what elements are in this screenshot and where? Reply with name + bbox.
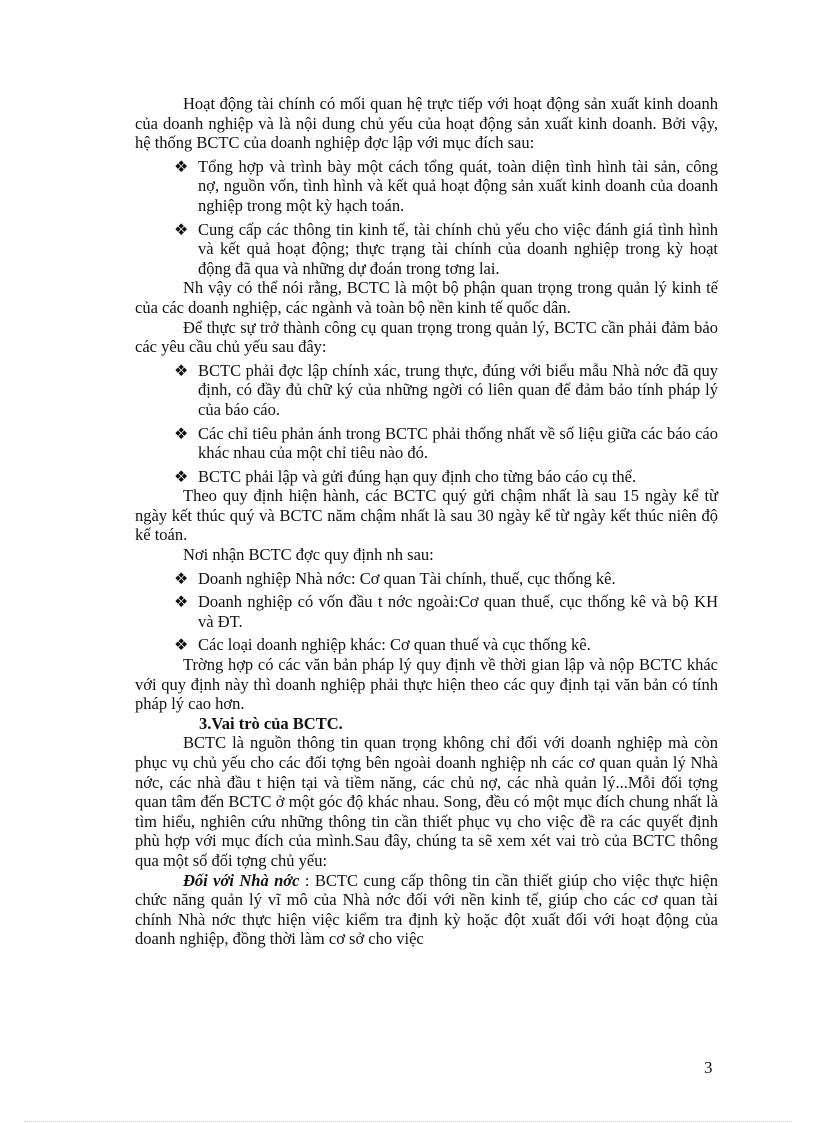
list-item-text: Doanh nghiệp có vốn đầu t nớc ngoài:Cơ quan thuế, cục thống kê và bộ KH và ĐT. [198, 592, 718, 631]
list-item-text: Doanh nghiệp Nhà nớc: Cơ quan Tài chính, thuế, cục thống kê. [198, 568, 616, 588]
paragraph: Nh vậy có thể nói rằng, BCTC là một bộ phận quan trọng trong quản lý kinh tế của các doanh nghiệp, các ngành và toàn bộ nền kinh tế quốc dân. [135, 278, 718, 317]
list-item-text: BCTC phải đợc lập chính xác, trung thực, đúng với biểu mẫu Nhà nớc đã quy định, có đầy đủ chữ ký của những ngời có liên quan để đảm bảo tính pháp lý của báo cáo. [198, 360, 718, 419]
paragraph-text: : BCTC cung cấp thông tin cần thiết giúp cho việc thực hiện chức năng quản lý vĩ mô của Nhà nớc đối với nền kinh tế, giúp cho các cơ quan tài chính Nhà nớc thực hiện việc kiểm tra định kỳ hoặc đột xuất đối với hoạt động của doanh nghiệp, đồng thời làm cơ sở cho việc [135, 870, 718, 949]
list-item [135, 424, 718, 463]
list-item [135, 592, 718, 631]
list-item-text: Các loại doanh nghiệp khác: Cơ quan thuế và cục thống kê. [198, 635, 591, 655]
diamond-bullet-icon: ❖ [174, 156, 189, 176]
page-bottom-rule [24, 1121, 792, 1122]
diamond-bullet-icon: ❖ [174, 592, 189, 612]
paragraph: Trờng hợp có các văn bản pháp lý quy định về thời gian lập và nộp BCTC khác với quy định này thì doanh nghiệp phải thực hiện theo các quy định tại văn bản có tính pháp lý cao hơn. [135, 655, 718, 714]
diamond-bullet-icon: ❖ [174, 360, 189, 380]
body-text [135, 94, 718, 949]
page-number: 3 [704, 1058, 713, 1077]
paragraph: Để thực sự trở thành công cụ quan trọng trong quản lý, BCTC cần phải đảm bảo các yêu cầu chủ yếu sau đây: [135, 317, 718, 357]
list-item-text: Tổng hợp và trình bày một cách tổng quát, toàn diện tình hình tài sản, công nợ, nguồn vốn, tình hình và kết quả hoạt động sản xuất kinh doanh của doanh nghiệp trong một kỳ hạch toán. [198, 156, 718, 215]
emphasis-lead: Đối với Nhà nớc [183, 870, 300, 890]
list-item [135, 361, 718, 420]
list-item-text: BCTC phải lập và gửi đúng hạn quy định cho từng báo cáo cụ thể. [198, 466, 637, 486]
diamond-bullet-icon: ❖ [174, 466, 189, 486]
list-item [135, 635, 718, 655]
diamond-bullet-icon: ❖ [174, 635, 189, 655]
paragraph [135, 871, 718, 949]
diamond-bullet-icon: ❖ [174, 423, 189, 443]
paragraph: Hoạt động tài chính có mối quan hệ trực tiếp với hoạt động sản xuất kinh doanh của doanh nghiệp và là nội dung chủ yếu của hoạt động sản xuất kinh doanh. Bởi vậy, hệ thống BCTC của doanh nghiệp đợc lập với mục đích sau: [135, 94, 718, 153]
list-item-text: Các chỉ tiêu phản ánh trong BCTC phải thống nhất về số liệu giữa các báo cáo khác nhau của một chỉ tiêu nào đó. [198, 423, 718, 463]
list-item-text: Cung cấp các thông tin kinh tế, tài chính chủ yếu cho việc đánh giá tình hình và kết quả hoạt động; thực trạng tài chính của doanh nghiệp trong kỳ hoạt động đã qua và những dự đoán trong tơng lai. [198, 219, 718, 278]
list-item [135, 569, 718, 589]
paragraph: Nơi nhận BCTC đợc quy định nh sau: [183, 545, 434, 565]
list-item [135, 220, 718, 279]
paragraph: Theo quy định hiện hành, các BCTC quý gửi chậm nhất là sau 15 ngày kể từ ngày kết thúc quý và BCTC năm chậm nhất là sau 30 ngày kể từ ngày kết thúc niên độ kế toán. [135, 486, 718, 545]
diamond-bullet-icon: ❖ [174, 219, 189, 239]
paragraph: BCTC là nguồn thông tin quan trọng không chỉ đối với doanh nghiệp mà còn phục vụ chủ yếu cho các đối tợng bên ngoài doanh nghiệp nh các cơ quan quản lý Nhà nớc, các nhà đầu t hiện tại và tiềm năng, các chủ nợ, các nhà quản lý...Mỗi đối tợng quan tâm đến BCTC ở một góc độ khác nhau. Song, đều có một mục đích chung nhất là tìm hiểu, nghiên cứu những thông tin cần thiết phục vụ cho việc đề ra các quyết định phù hợp với mục đích của mình.Sau đây, chúng ta sẽ xem xét vai trò của BCTC thông qua một số đối tợng chủ yếu: [135, 733, 718, 870]
section-heading: 3.Vai trò của BCTC. [199, 713, 343, 733]
list-item [135, 157, 718, 216]
list-item [135, 467, 718, 487]
diamond-bullet-icon: ❖ [174, 568, 189, 588]
